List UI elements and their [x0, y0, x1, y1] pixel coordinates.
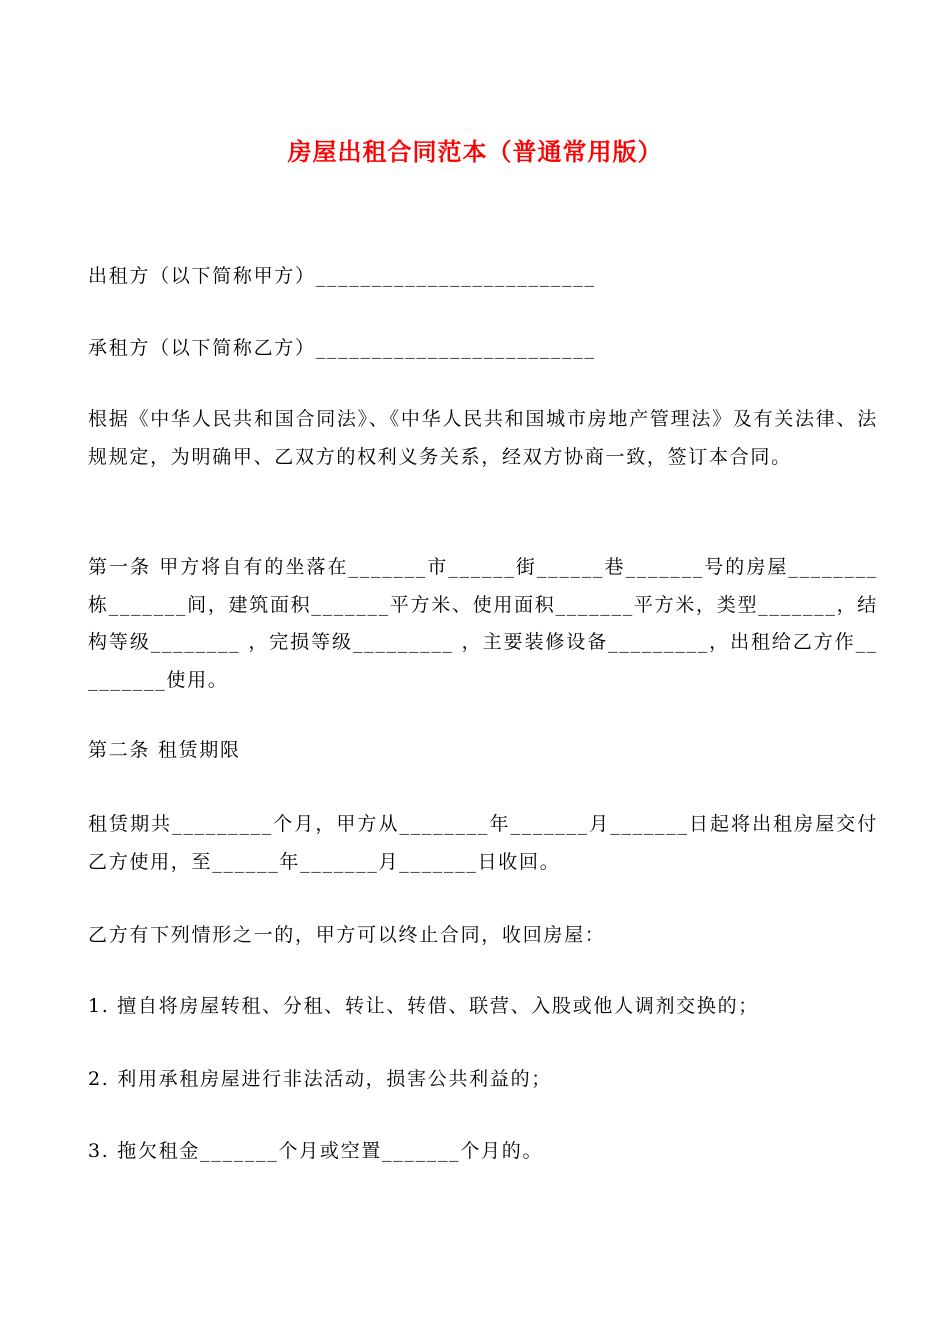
paragraph-article-one: 第一条 甲方将自有的坐落在_______市______街______巷_______号的房屋________栋_______间，建筑面积_______平方米、使用面积_______平方米，类型_______，结构等级________ ，完损等级_________ ，主要装修设备_________，出租给乙方作_________使用。 [88, 556, 878, 691]
paragraph-article-two-heading: 第二条 租赁期限 [88, 739, 241, 761]
paragraph-lease-term: 租赁期共_________个月，甲方从________年_______月_______日起将出租房屋交付乙方使用，至______年_______月_______日收回。 [88, 813, 878, 873]
paragraph-lessor: 出租方（以下简称甲方）_________________________ [88, 265, 596, 287]
list-item-2: 2. 利用承租房屋进行非法活动，损害公共利益的； [88, 1068, 552, 1090]
paragraph-legal-basis: 根据《中华人民共和国合同法》、《中华人民共和国城市房地产管理法》及有关法律、法规规定，为明确甲、乙双方的权利义务关系，经双方协商一致，签订本合同。 [88, 408, 878, 468]
list-item-1: 1. 擅自将房屋转租、分租、转让、转借、联营、入股或他人调剂交换的； [88, 995, 759, 1017]
document-title: 房屋出租合同范本（普通常用版） [287, 138, 663, 166]
list-item-3: 3. 拖欠租金_______个月或空置_______个月的。 [88, 1140, 544, 1162]
paragraph-termination-conditions: 乙方有下列情形之一的，甲方可以终止合同，收回房屋： [88, 924, 606, 946]
paragraph-lessee: 承租方（以下简称乙方）_________________________ [88, 337, 596, 359]
